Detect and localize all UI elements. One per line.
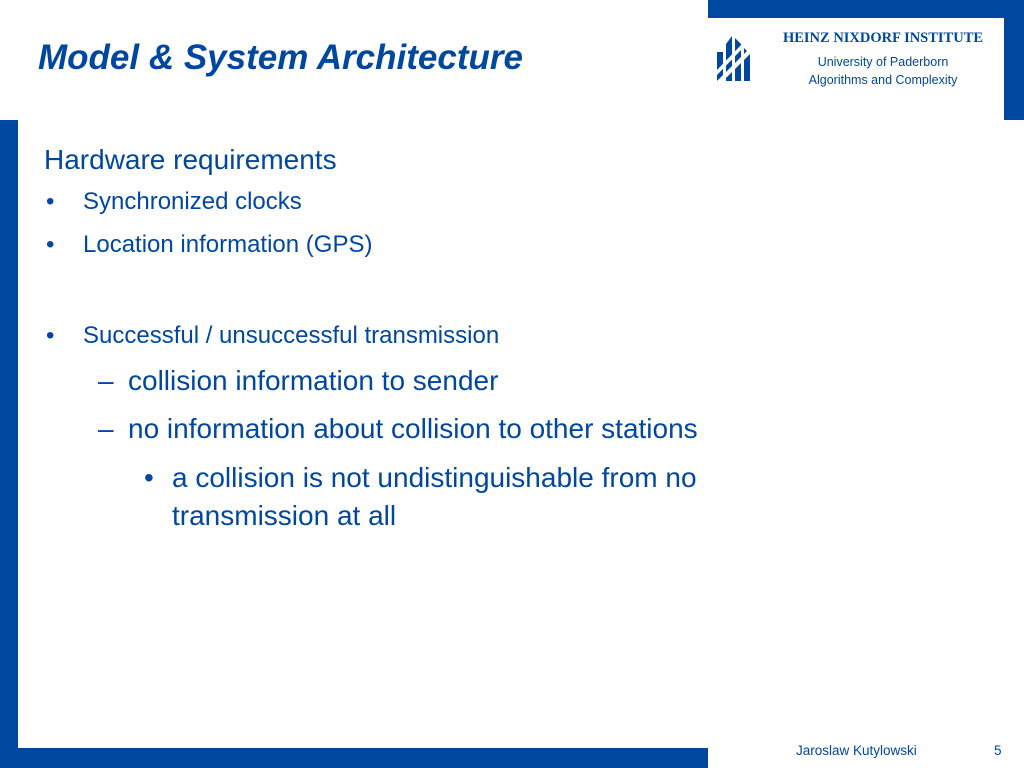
sub-item-text: no information about collision to other stations xyxy=(128,413,698,444)
slide-body xyxy=(44,140,984,535)
bullet-text: Synchronized clocks xyxy=(83,188,302,215)
bullet-marker: • xyxy=(144,462,154,493)
sub-item xyxy=(44,405,984,453)
sub-sub-item xyxy=(44,459,832,535)
heinz-nixdorf-logo-icon xyxy=(714,30,754,84)
bullet-item xyxy=(44,180,984,223)
slide-title: Model & System Architecture xyxy=(38,38,523,77)
sub-item xyxy=(44,357,984,405)
section-heading: Hardware requirements xyxy=(44,144,337,175)
spacer xyxy=(44,266,984,314)
sub-item-text: collision information to sender xyxy=(128,365,499,396)
footer-author: Jaroslaw Kutylowski xyxy=(796,743,917,758)
page-number: 5 xyxy=(994,743,1002,758)
bottom-accent-bar xyxy=(0,748,708,768)
bullet-item xyxy=(44,223,984,266)
department-name: Algorithms and Complexity xyxy=(808,73,958,87)
bullet-marker: • xyxy=(46,188,55,215)
header-frame-left xyxy=(708,0,711,18)
university-name: University of Paderborn xyxy=(817,55,949,69)
bullet-text: Successful / unsuccessful transmission xyxy=(83,322,500,349)
header-frame-top xyxy=(708,0,1024,18)
bullet-text: Location information (GPS) xyxy=(83,231,373,258)
left-accent-bar xyxy=(0,120,18,768)
bullet-item xyxy=(44,314,984,357)
bullet-marker: • xyxy=(46,231,55,258)
bullet-marker: • xyxy=(46,322,55,349)
dash-marker: – xyxy=(98,413,114,444)
institute-name: HEINZ NIXDORF INSTITUTE xyxy=(782,30,984,46)
sub-sub-item-text: a collision is not undistinguishable from no transmission at all xyxy=(172,462,697,531)
header-frame-right xyxy=(1004,0,1024,120)
dash-marker: – xyxy=(98,365,114,396)
